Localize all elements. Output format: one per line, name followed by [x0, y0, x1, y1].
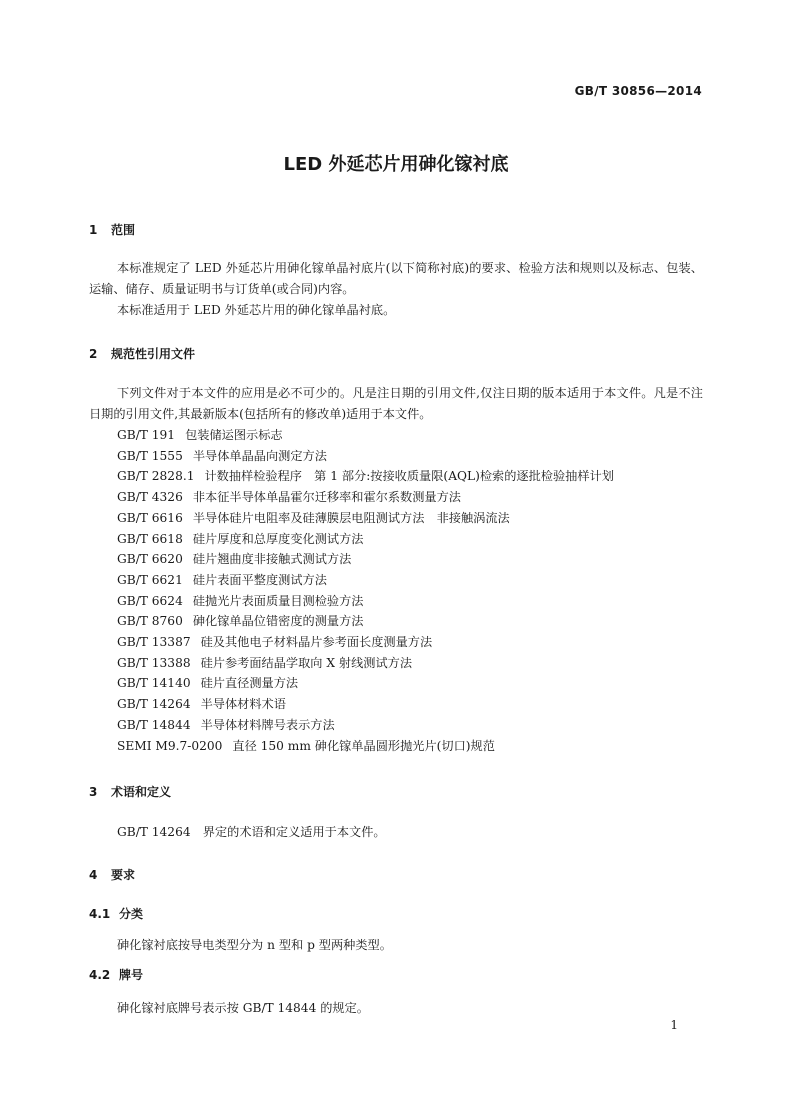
reference-code: GB/T 6621 — [117, 572, 183, 587]
reference-item — [117, 632, 614, 653]
reference-item — [117, 715, 614, 736]
reference-code: GB/T 6618 — [117, 531, 183, 546]
reference-title: 硅片参考面结晶学取向 X 射线测试方法 — [200, 655, 413, 670]
reference-code: GB/T 6624 — [117, 593, 183, 608]
reference-code: GB/T 2828.1 — [117, 469, 195, 484]
reference-title: 直径 150 mm 砷化镓单晶圆形抛光片(切口)规范 — [232, 738, 495, 753]
reference-title: 半导体材料牌号表示方法 — [200, 717, 335, 732]
reference-item — [117, 653, 614, 674]
reference-title: 包装储运图示标志 — [185, 428, 283, 442]
section-number: 2 — [89, 347, 98, 361]
section-title: 术语和定义 — [111, 785, 172, 799]
reference-code: GB/T 13388 — [117, 655, 191, 670]
reference-code: GB/T 6616 — [117, 510, 183, 525]
reference-title: 计数抽样检验程序 第 1 部分:按接收质量限(AQL)检索的逐批检验抽样计划 — [204, 469, 614, 484]
reference-title: 硅片表面平整度测试方法 — [192, 572, 327, 587]
page-number: 1 — [670, 1018, 678, 1032]
standard-code: GB/T 30856—2014 — [574, 84, 702, 98]
section-4-heading — [89, 866, 135, 883]
section-title: 要求 — [111, 868, 136, 882]
reference-item — [117, 611, 614, 632]
section-number: 4.1 — [89, 907, 111, 921]
reference-code: GB/T 8760 — [117, 614, 183, 629]
section-number: 1 — [89, 223, 98, 237]
section-title: 分类 — [119, 907, 144, 921]
reference-code: GB/T 14844 — [117, 717, 191, 732]
reference-code: GB/T 191 — [117, 428, 176, 442]
reference-title: 硅片翘曲度非接触式测试方法 — [192, 552, 352, 567]
reference-code: GB/T 13387 — [117, 635, 191, 650]
reference-title: 硅片厚度和总厚度变化测试方法 — [192, 531, 364, 546]
document-title: LED 外延芯片用砷化镓衬底 — [283, 154, 509, 175]
reference-item — [117, 673, 614, 694]
reference-item — [117, 508, 614, 529]
reference-code: GB/T 4326 — [117, 490, 183, 505]
section-4-2-heading — [89, 966, 143, 983]
reference-code: GB/T 14140 — [117, 676, 191, 691]
reference-title: 硅片直径测量方法 — [200, 676, 299, 691]
reference-item — [117, 736, 614, 757]
reference-code: GB/T 14264 — [117, 697, 191, 712]
section-3-heading — [89, 783, 171, 800]
reference-item — [117, 446, 614, 467]
section-title: 规范性引用文件 — [111, 347, 196, 361]
section-3-text: GB/T 14264 界定的术语和定义适用于本文件。 — [117, 825, 386, 839]
section-1-body — [89, 258, 703, 321]
section-2-heading — [89, 345, 195, 362]
section-number: 3 — [89, 785, 98, 799]
reference-item — [117, 487, 614, 508]
section-1-heading — [89, 221, 135, 238]
reference-code: GB/T 1555 — [117, 448, 183, 463]
reference-title: 半导体单晶晶向测定方法 — [192, 448, 327, 463]
reference-title: 硅抛光片表面质量目测检验方法 — [192, 593, 364, 608]
section-4-1-heading — [89, 905, 143, 922]
section-4-1-text: 砷化镓衬底按导电类型分为 n 型和 p 型两种类型。 — [117, 938, 392, 952]
paragraph: 本标准规定了 LED 外延芯片用砷化镓单晶衬底片(以下简称衬底)的要求、检验方法和规则以及标志、包装、运输、储存、质量证明书与订货单(或合同)内容。 — [89, 261, 703, 296]
paragraph: 本标准适用于 LED 外延芯片用的砷化镓单晶衬底。 — [117, 303, 396, 317]
reference-item — [117, 570, 614, 591]
paragraph: 下列文件对于本文件的应用是必不可少的。凡是注日期的引用文件,仅注日期的版本适用于本文件。凡是不注日期的引用文件,其最新版本(包括所有的修改单)适用于本文件。 — [89, 386, 703, 421]
reference-item — [117, 694, 614, 715]
section-number: 4.2 — [89, 968, 111, 982]
reference-title: 非本征半导体单晶霍尔迁移率和霍尔系数测量方法 — [192, 490, 461, 505]
reference-code: SEMI M9.7-0200 — [117, 738, 223, 753]
reference-item — [117, 425, 614, 446]
reference-title: 硅及其他电子材料晶片参考面长度测量方法 — [200, 635, 433, 650]
reference-item — [117, 466, 614, 487]
section-number: 4 — [89, 868, 98, 882]
section-title: 牌号 — [119, 968, 144, 982]
reference-list — [117, 425, 614, 756]
reference-code: GB/T 6620 — [117, 552, 183, 567]
section-4-2-text: 砷化镓衬底牌号表示按 GB/T 14844 的规定。 — [117, 1001, 369, 1015]
reference-title: 半导体材料术语 — [200, 697, 286, 712]
reference-title: 砷化镓单晶位错密度的测量方法 — [192, 614, 364, 629]
section-2-intro — [89, 383, 703, 425]
reference-item — [117, 529, 614, 550]
reference-title: 半导体硅片电阻率及硅薄膜层电阻测试方法 非接触涡流法 — [192, 510, 510, 525]
reference-item — [117, 591, 614, 612]
reference-item — [117, 549, 614, 570]
section-title: 范围 — [111, 223, 136, 237]
